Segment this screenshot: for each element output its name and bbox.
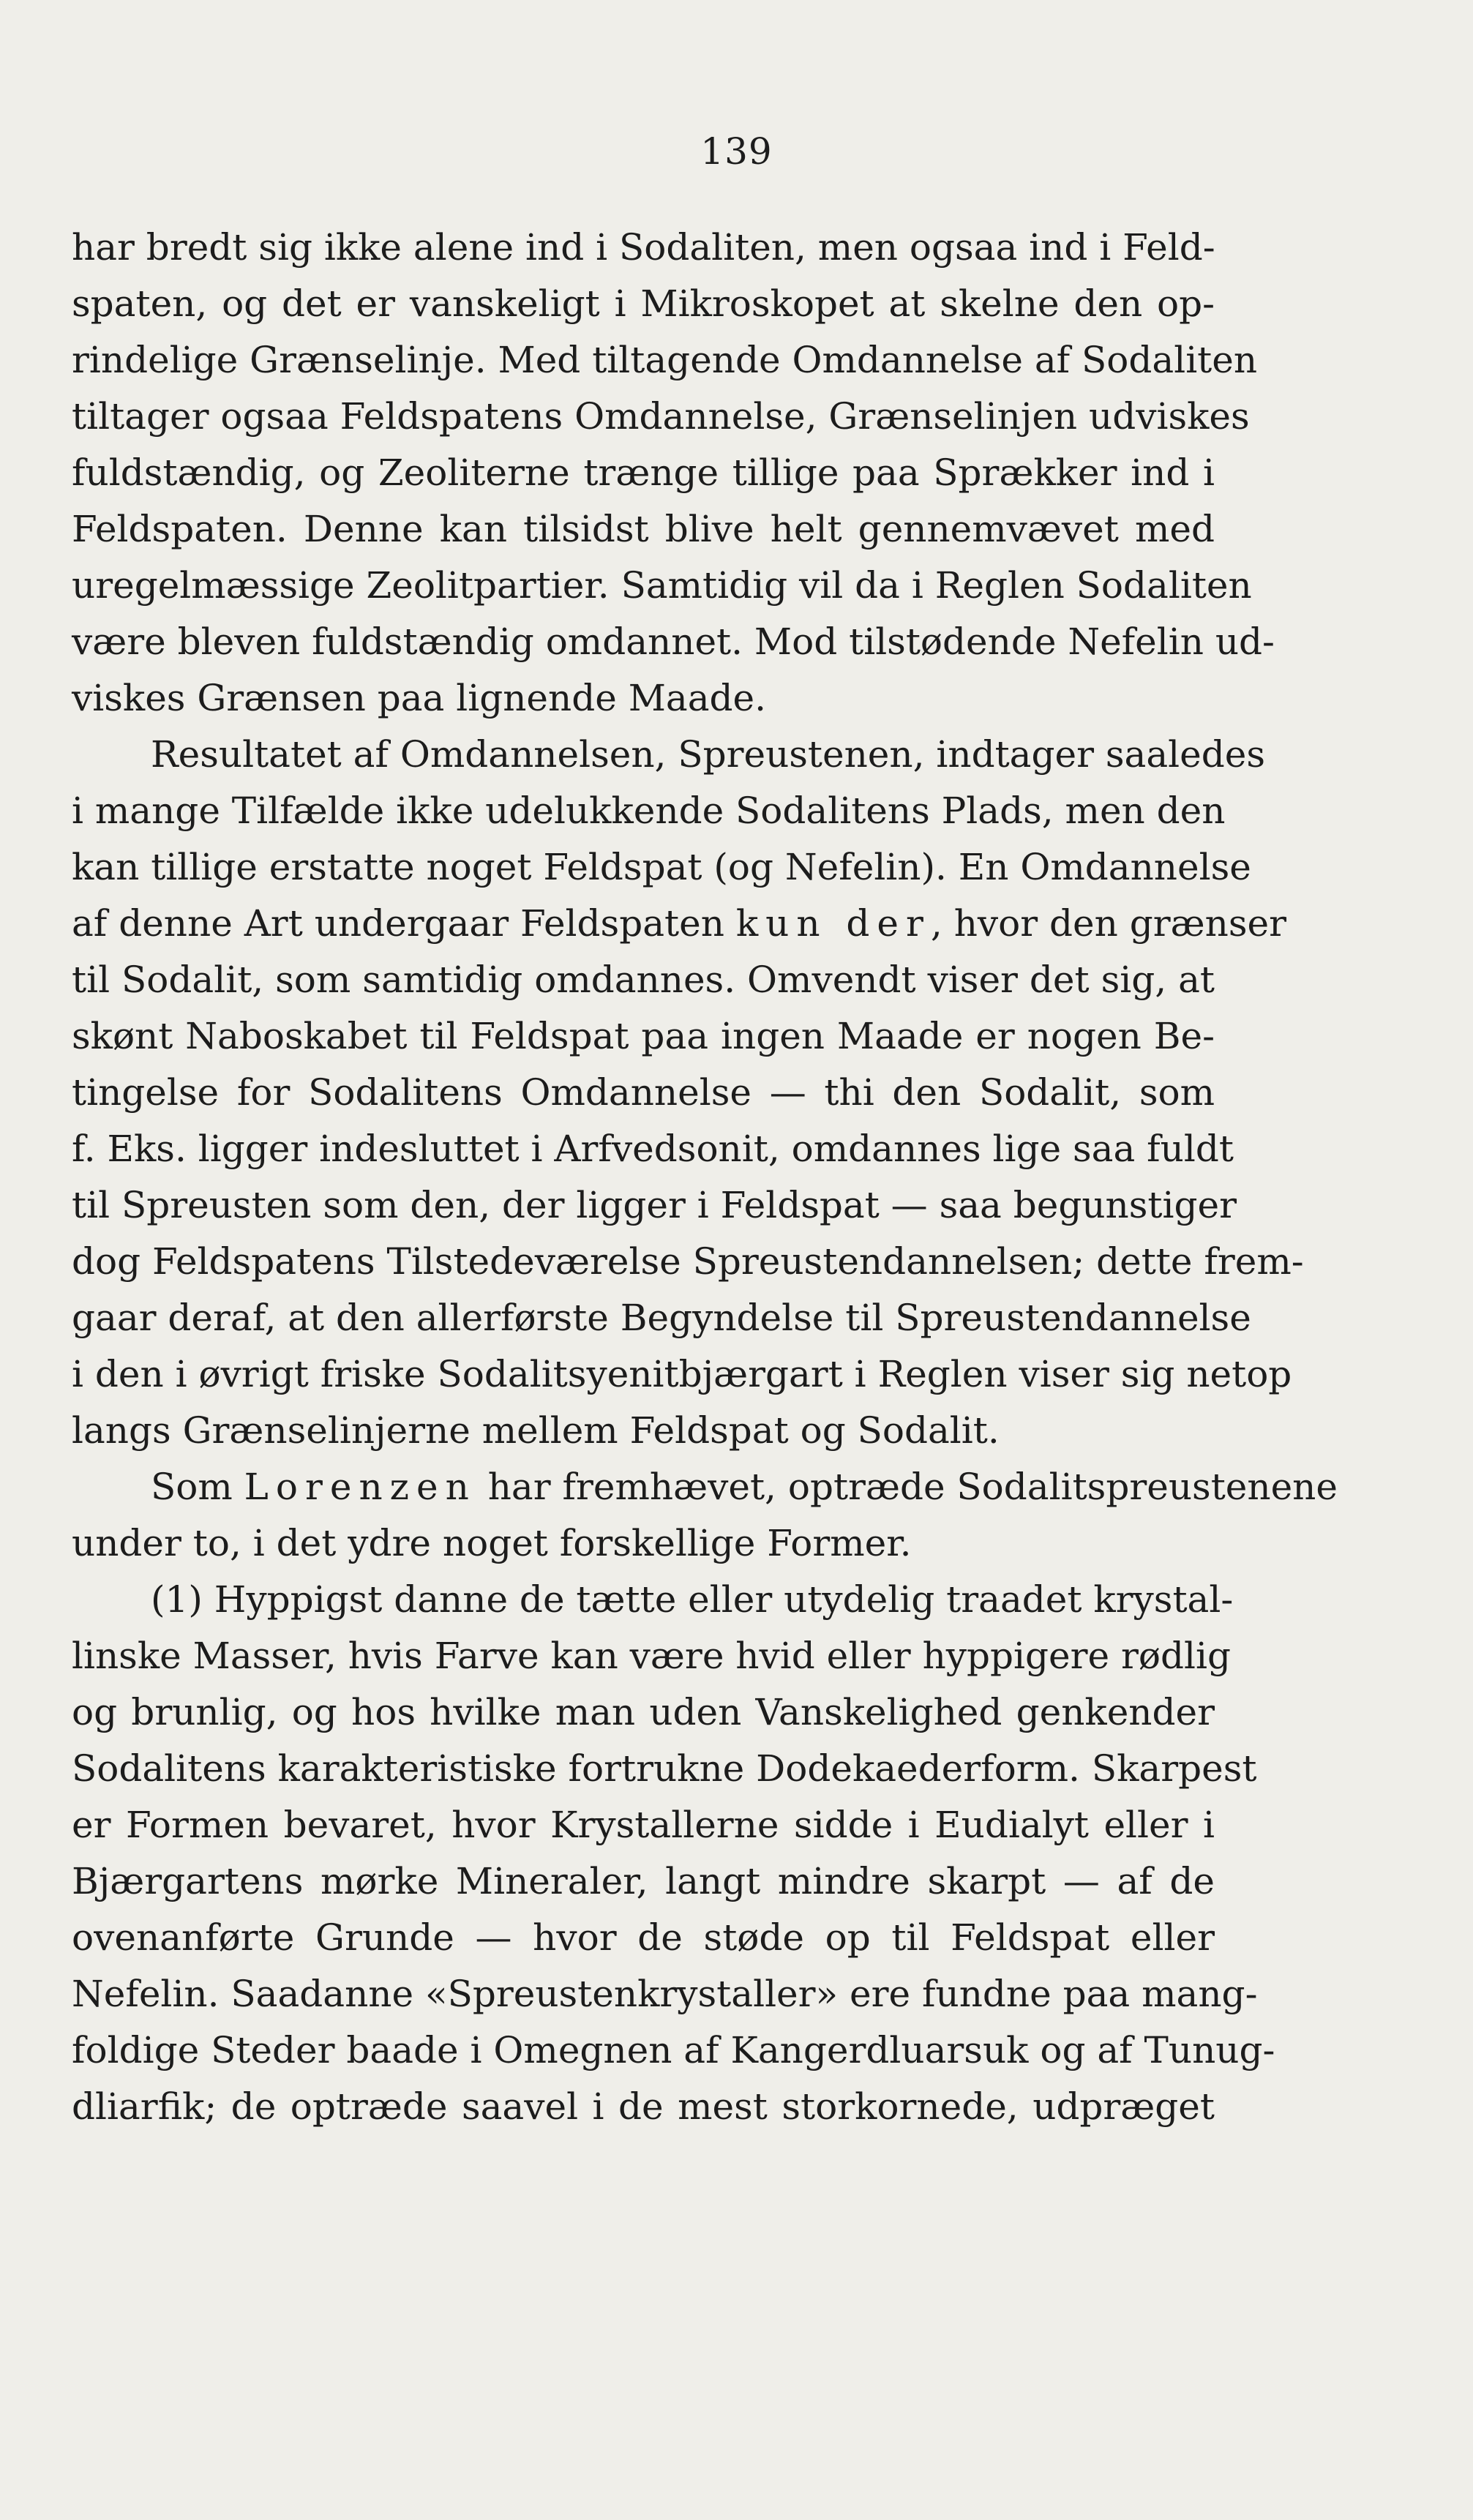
body-text: [72, 220, 1338, 2135]
text-line: foldige Steder baade i Omegnen af Kangerdluarsuk og af Tunug-: [72, 2029, 1275, 2071]
text-line: dog Feldspatens Tilstedeværelse Spreustendannelsen; dette frem-: [72, 1240, 1304, 1283]
text-line: skønt Naboskabet til Feldspat paa ingen Maade er nogen Be-: [72, 1015, 1215, 1057]
text-line: f. Eks. ligger indesluttet i Arfvedsonit, omdannes lige saa fuldt: [72, 1128, 1234, 1170]
text-line: rindelige Grænselinje. Med tiltagende Omdannelse af Sodaliten: [72, 339, 1258, 381]
text-line: fuldstændig, og Zeoliterne trænge tillige paa Sprækker ind i: [72, 451, 1215, 494]
text-segment: , hvor den grænser: [930, 902, 1286, 945]
text-line: linske Masser, hvis Farve kan være hvid eller hyppigere rødlig: [72, 1635, 1232, 1677]
text-line: uregelmæssige Zeolitpartier. Samtidig vil da i Reglen Sodaliten: [72, 564, 1252, 607]
text-line: og brunlig, og hos hvilke man uden Vanskelighed genkender: [72, 1691, 1215, 1733]
text-segment: har fremhævet, optræde Sodalitspreustenene: [476, 1466, 1338, 1508]
text-line: Sodalitens karakteristiske fortrukne Dodekaederform. Skarpest: [72, 1747, 1257, 1790]
spaced-author-name: Lorenzen: [244, 1466, 476, 1508]
text-line: under to, i det ydre noget forskellige Former.: [72, 1522, 912, 1564]
text-line: (1) Hyppigst danne de tætte eller utydelig traadet krystal-: [151, 1578, 1234, 1621]
text-line: i den i øvrigt friske Sodalitsyenitbjærgart i Reglen viser sig netop: [72, 1353, 1292, 1395]
text-segment: af denne Art undergaar Feldspaten: [72, 902, 736, 945]
text-line: være bleven fuldstændig omdannet. Mod tilstødende Nefelin ud-: [72, 620, 1275, 663]
spaced-emphasis: kun der: [735, 902, 931, 945]
text-line: dliarfik; de optræde saavel i de mest storkornede, udpræget: [72, 2085, 1215, 2128]
text-line: ovenanførte Grunde — hvor de støde op til Feldspat eller: [72, 1916, 1215, 1959]
text-line: til Sodalit, som samtidig omdannes. Omvendt viser det sig, at: [72, 959, 1215, 1001]
text-line: Feldspaten. Denne kan tilsidst blive helt gennemvævet med: [72, 508, 1215, 550]
text-line: [72, 1459, 1338, 1515]
text-line: i mange Tilfælde ikke udelukkende Sodalitens Plads, men den: [72, 790, 1226, 832]
text-line: tingelse for Sodalitens Omdannelse — thi den Sodalit, som: [72, 1071, 1215, 1114]
text-line: Bjærgartens mørke Mineraler, langt mindre skarpt — af de: [72, 1860, 1215, 1902]
page-number: 139: [700, 130, 773, 173]
text-line: til Spreusten som den, der ligger i Feldspat — saa begunstiger: [72, 1184, 1237, 1226]
text-line: tiltager ogsaa Feldspatens Omdannelse, Grænselinjen udviskes: [72, 395, 1250, 438]
text-line: spaten, og det er vanskeligt i Mikroskopet at skelne den op-: [72, 282, 1215, 325]
text-line: Resultatet af Omdannelsen, Spreustenen, indtager saaledes: [151, 733, 1265, 776]
text-line: Nefelin. Saadanne «Spreustenkrystaller» ere fundne paa mang-: [72, 1973, 1258, 2015]
text-line: [72, 896, 1286, 952]
text-line: er Formen bevaret, hvor Krystallerne sidde i Eudialyt eller i: [72, 1804, 1215, 1846]
text-line: gaar deraf, at den allerførste Begyndelse til Spreustendannelse: [72, 1297, 1251, 1339]
text-line: viskes Grænsen paa lignende Maade.: [72, 677, 767, 719]
text-line: kan tillige erstatte noget Feldspat (og Nefelin). En Omdannelse: [72, 846, 1251, 888]
text-line: langs Grænselinjerne mellem Feldspat og Sodalit.: [72, 1409, 1000, 1452]
text-segment: Som: [151, 1466, 244, 1508]
text-line: har bredt sig ikke alene ind i Sodaliten, men ogsaa ind i Feld-: [72, 226, 1215, 269]
